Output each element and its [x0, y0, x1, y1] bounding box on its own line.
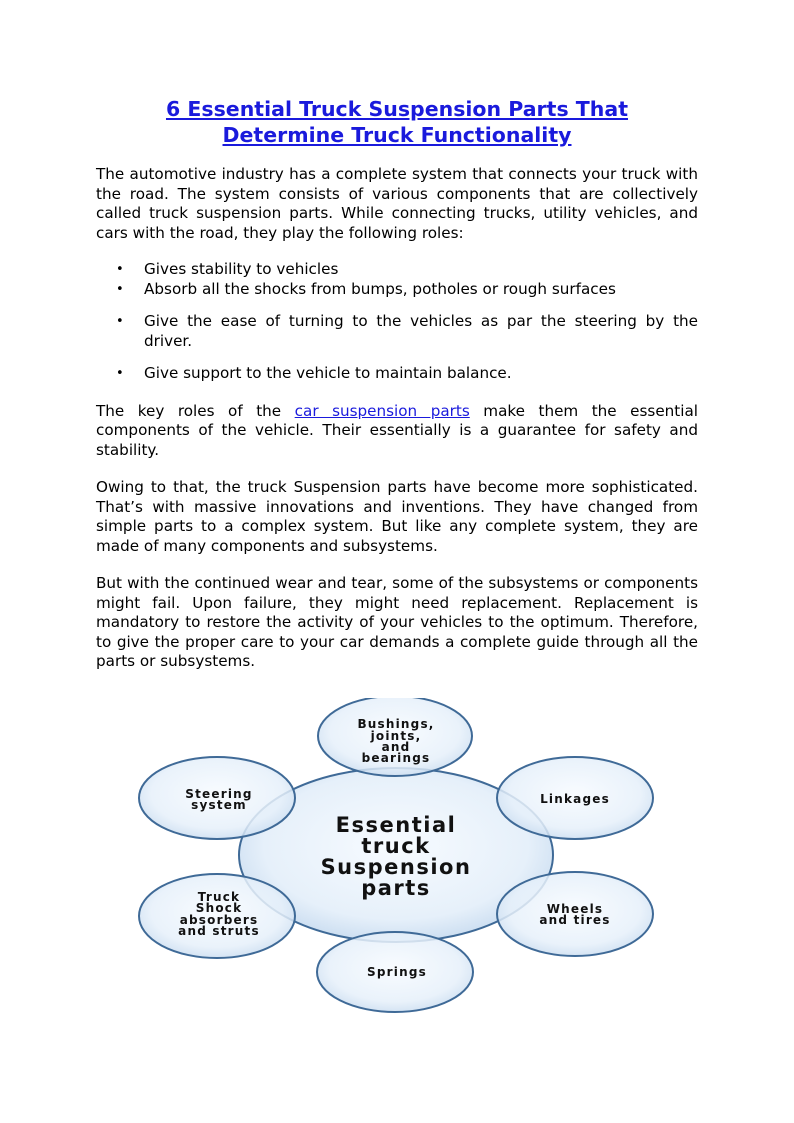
shock-label-4: and struts	[178, 924, 260, 938]
bullet-icon: •	[116, 262, 124, 277]
linkages-label: Linkages	[540, 792, 610, 806]
bushings-label-1: Bushings,	[357, 717, 435, 731]
car-suspension-parts-link[interactable]: car suspension parts	[294, 401, 470, 420]
springs-label: Springs	[367, 965, 427, 979]
bullet-icon: •	[116, 314, 124, 329]
roles-list	[96, 260, 698, 384]
shock-label-2: Shock	[195, 901, 243, 915]
list-item: • Absorb all the shocks from bumps, potholes or rough surfaces	[116, 279, 616, 298]
document-page	[96, 96, 698, 672]
wheels-label-2: and tires	[539, 913, 611, 927]
list-item: • Gives stability to vehicles	[116, 260, 339, 278]
steering-label-2: system	[191, 798, 247, 812]
document-title[interactable]	[96, 96, 698, 148]
suspension-parts-diagram	[136, 698, 660, 1022]
shock-label-3: absorbers	[179, 913, 259, 927]
bullet-icon: •	[116, 366, 124, 381]
title-line-2[interactable]: Determine Truck Functionality	[222, 123, 572, 147]
bullet-icon: •	[116, 281, 124, 297]
center-label-2: truck	[361, 834, 431, 858]
bushings-label-2: joints,	[370, 729, 422, 743]
steering-label-1: Steering	[185, 787, 253, 801]
key-roles-paragraph: The key roles of the car suspension parts make them the essential components of the vehicle. Their essentially is a guarantee for safety and stability.	[96, 401, 699, 459]
sophistication-paragraph: Owing to that, the truck Suspension parts have become more sophisticated. That’s with massive innovations and inventions. They have changed from simple parts to a complex system. But like any complete system, they are made of many components and subsystems.	[96, 478, 698, 555]
shock-label-1: Truck	[197, 890, 241, 904]
center-label-3: Suspension	[320, 855, 472, 879]
list-item: • Give the ease of turning to the vehicles as par the steering by the driver.	[116, 312, 698, 350]
intro-paragraph: The automotive industry has a complete system that connects your truck with the road. The system consists of various components that are collectively called truck suspension parts. While connecting trucks, utility vehicles, and cars with the road, they play the following roles:	[96, 165, 698, 242]
bushings-label-3: and	[381, 740, 411, 754]
center-label-4: parts	[361, 876, 431, 900]
center-label-1: Essential	[335, 813, 457, 837]
list-item: • Give support to the vehicle to maintain balance.	[116, 364, 512, 382]
wheels-label-1: Wheels	[546, 902, 604, 916]
title-line-1[interactable]: 6 Essential Truck Suspension Parts That	[165, 97, 629, 121]
bushings-label-4: bearings	[361, 751, 431, 765]
replacement-paragraph: But with the continued wear and tear, some of the subsystems or components might fail. Upon failure, they might need replacement. Replacement is mandatory to restore the activity of your vehicles to the optimum. Therefore, to give the proper care to your car demands a complete guide through all the parts or subsystems.	[96, 574, 698, 670]
